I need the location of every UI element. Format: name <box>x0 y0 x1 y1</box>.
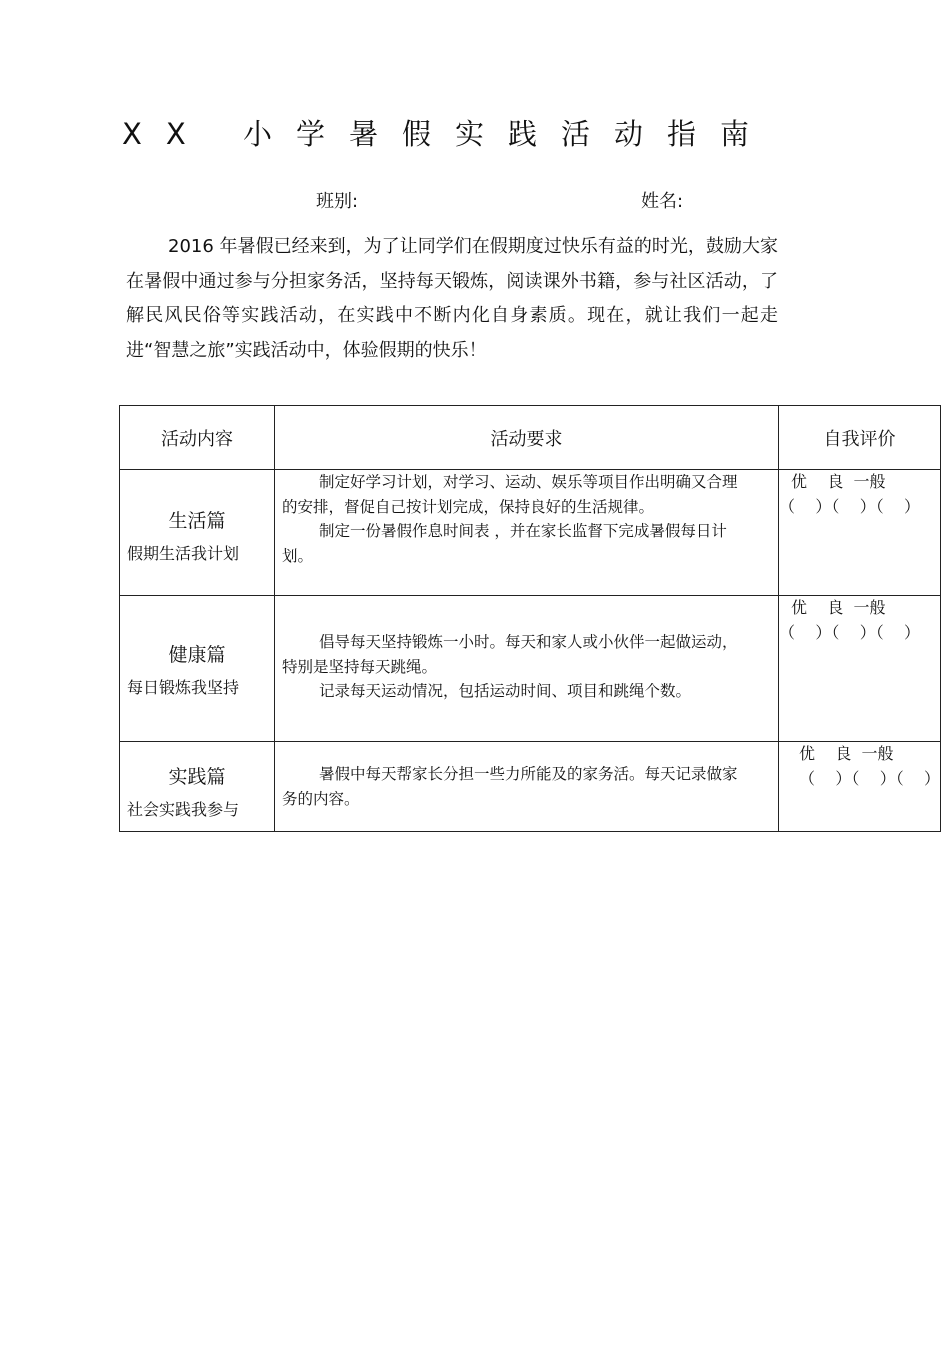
rating-labels: 优 良 一般 <box>791 472 886 491</box>
category-cell <box>120 470 275 596</box>
requirement-text: 记录每天运动情况，包括运动时间、项目和跳绳个数。 <box>319 682 692 700</box>
requirement-text: 倡导每天坚持锻炼一小时。每天和家人或小伙伴一起做运动，特别是坚持每天跳绳。 <box>282 633 738 676</box>
category-name: 实践篇 <box>168 766 226 788</box>
category-cell <box>120 742 275 832</box>
requirement-text: 暑假中每天帮家长分担一些力所能及的家务活。每天记录做家务的内容。 <box>282 765 738 808</box>
evaluation-cell <box>779 596 941 742</box>
rating-checkboxes[interactable]: （ ）（ ）（ ） <box>779 496 921 516</box>
evaluation-cell <box>779 470 941 596</box>
class-field-label: 班别: <box>316 191 359 212</box>
category-subtitle: 假期生活我计划 <box>127 544 240 563</box>
rating-labels: 优 良 一般 <box>791 598 886 617</box>
activity-table <box>119 405 941 832</box>
category-subtitle: 每日锻炼我坚持 <box>127 678 240 697</box>
requirements-cell <box>275 596 779 742</box>
category-cell <box>120 596 275 742</box>
rating-labels: 优 良 一般 <box>799 744 894 763</box>
header-activity-content: 活动内容 <box>120 406 275 470</box>
category-subtitle: 社会实践我参与 <box>127 800 240 819</box>
document-title: XX 小学暑假实践活动指南 <box>122 117 773 151</box>
table-header-row <box>120 406 941 470</box>
rating-checkboxes[interactable]: （ ）（ ）（ ） <box>779 622 921 642</box>
requirement-text: 制定好学习计划，对学习、运动、娱乐等项目作出明确又合理的安排，督促自己按计划完成，保持良好的生活规律。 <box>282 473 738 516</box>
table-row <box>120 596 941 742</box>
requirement-text: 制定一份暑假作息时间表 ，并在家长监督下完成暑假每日计划。 <box>282 522 727 565</box>
header-self-evaluation: 自我评价 <box>779 406 941 470</box>
name-field-label: 姓名: <box>641 191 684 212</box>
rating-checkboxes[interactable]: （ ）（ ）（ ） <box>799 768 941 788</box>
category-name: 生活篇 <box>168 510 226 532</box>
header-activity-requirements: 活动要求 <box>275 406 779 470</box>
intro-paragraph: 2016 年暑假已经来到，为了让同学们在假期度过快乐有益的时光，鼓励大家在暑假中通过参与分担家务活，坚持每天锻炼，阅读课外书籍，参与社区活动，了解民风民俗等实践活动，在实践中不断内化自身素质。现在，就让我们一起走进“智慧之旅”实践活动中，体验假期的快乐！ <box>126 236 778 361</box>
table-row <box>120 742 941 832</box>
table-row <box>120 470 941 596</box>
evaluation-cell <box>779 742 941 832</box>
category-name: 健康篇 <box>168 644 226 666</box>
requirements-cell <box>275 742 779 832</box>
requirements-cell <box>275 470 779 596</box>
